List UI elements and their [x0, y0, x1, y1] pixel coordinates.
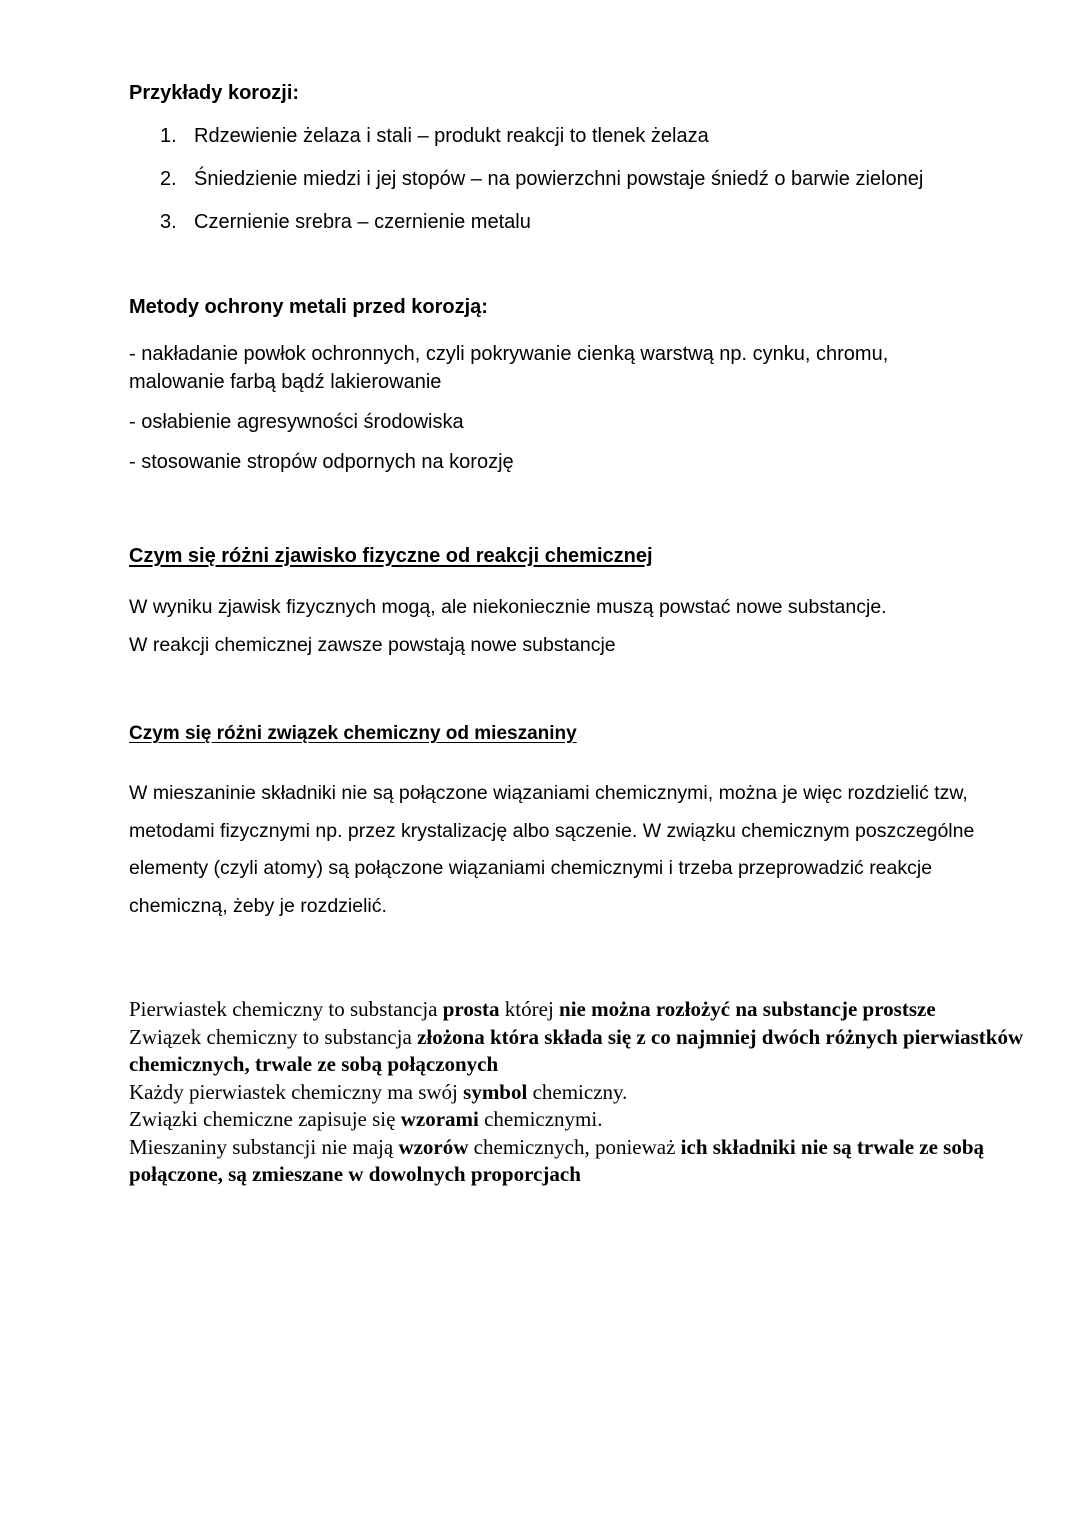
definition-formula	[129, 1106, 1029, 1134]
corrosion-heading: Przykłady korozji:	[129, 82, 300, 104]
list-number: 1.	[160, 125, 177, 147]
bold-text: ich składniki nie są trwale ze sobą połączone, są zmieszane w dowolnych proporcjach	[129, 1134, 985, 1186]
list-item: - osłabienie agresywności środowiska	[129, 411, 464, 433]
element-definitions	[129, 996, 1029, 1189]
list-number: 3.	[160, 211, 177, 233]
text: chemicznymi.	[478, 1107, 603, 1131]
text: Każdy pierwiastek chemiczny ma swój	[129, 1079, 464, 1104]
paragraph-line: W reakcji chemicznej zawsze powstają nowe substancje	[129, 634, 616, 656]
list-item	[160, 122, 923, 165]
compound-vs-mixture-text: W mieszaninie składniki nie są połączone wiązaniami chemicznymi, można je więc rozdzielić tzw, metodami fizycznymi np. przez krystalizację albo sączenie. W związku chemicznym poszczególne elementy (czyli atomy) są połączone wiązaniami chemicznymi i trzeba przeprowadzić reakcje chemiczną, żeby je rozdzielić.	[129, 782, 975, 917]
definition-compound	[129, 1024, 1029, 1079]
definition-mixture	[129, 1134, 1029, 1189]
list-item	[160, 165, 923, 208]
bold-text: wzorów	[398, 1134, 469, 1159]
text: Mieszaniny substancji nie mają	[129, 1134, 399, 1159]
text: której	[499, 997, 560, 1021]
text: chemiczny.	[527, 1079, 628, 1104]
corrosion-list	[160, 122, 923, 251]
text: Związki chemiczne zapisuje się	[129, 1107, 401, 1131]
bold-text: prosta	[442, 997, 500, 1021]
protection-list	[129, 340, 989, 488]
paragraph-line: W wyniku zjawisk fizycznych mogą, ale niekoniecznie muszą powstać nowe substancje.	[129, 596, 887, 618]
list-text: Rdzewienie żelaza i stali – produkt reakcji to tlenek żelaza	[194, 125, 709, 147]
text: Pierwiastek chemiczny to substancja	[129, 997, 443, 1021]
compound-vs-mixture-heading: Czym się różni związek chemiczny od mieszaniny	[129, 723, 577, 744]
list-text: Czernienie srebra – czernienie metalu	[194, 211, 531, 233]
definition-symbol	[129, 1079, 1029, 1107]
list-number: 2.	[160, 168, 177, 190]
text: Związek chemiczny to substancja	[129, 1024, 418, 1049]
bold-text: nie można rozłożyć na substancje prostsze	[559, 997, 936, 1021]
bold-text: symbol	[463, 1079, 528, 1104]
list-text: Śniedzienie miedzi i jej stopów – na powierzchni powstaje śniedź o barwie zielonej	[194, 168, 924, 190]
list-item: - nakładanie powłok ochronnych, czyli pokrywanie cienką warstwą np. cynku, chromu, malowanie farbą bądź lakierowanie	[129, 343, 889, 393]
bold-text: wzorami	[400, 1107, 479, 1131]
text: chemicznych, ponieważ	[468, 1134, 681, 1159]
protection-heading: Metody ochrony metali przed korozją:	[129, 296, 488, 318]
list-item: - stosowanie stropów odpornych na korozję	[129, 451, 514, 473]
bold-text: złożona która składa się z co najmniej dwóch różnych pierwiastków chemicznych, trwale ze sobą połączonych	[129, 1024, 1024, 1076]
physical-vs-chemical-text	[129, 588, 1009, 664]
definition-element	[129, 996, 1029, 1024]
physical-vs-chemical-heading: Czym się różni zjawisko fizyczne od reakcji chemicznej	[129, 545, 653, 567]
list-item	[160, 208, 923, 251]
